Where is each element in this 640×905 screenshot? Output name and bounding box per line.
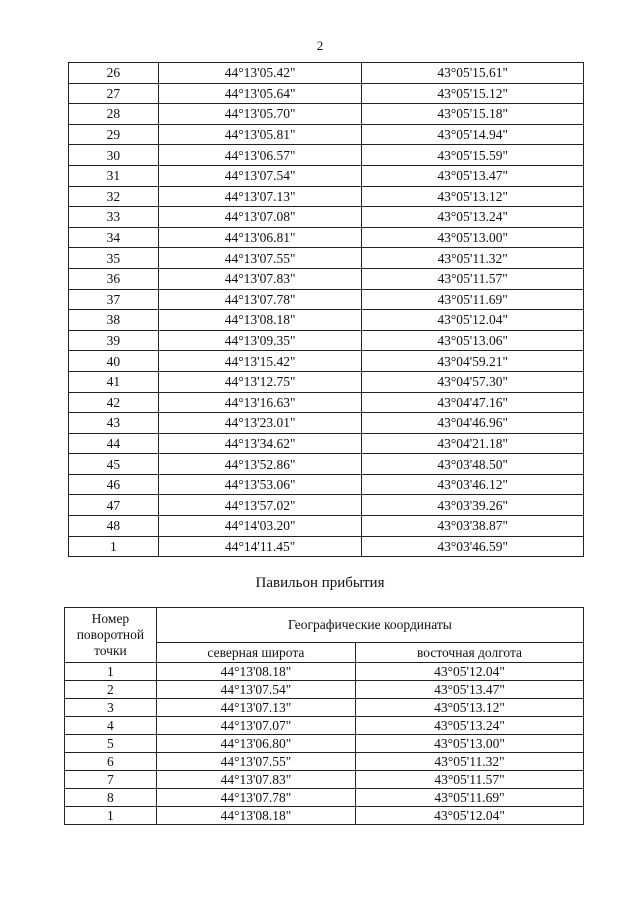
- point-number-cell: 7: [65, 771, 157, 789]
- latitude-cell: 44°13'08.18": [158, 310, 362, 331]
- table-row: [65, 807, 584, 825]
- longitude-cell: 43°05'11.32": [362, 248, 584, 269]
- table-row: [69, 124, 584, 145]
- point-number-cell: 37: [69, 289, 159, 310]
- point-number-cell: 43: [69, 413, 159, 434]
- header-east-longitude: восточная долгота: [356, 643, 584, 663]
- latitude-cell: 44°13'05.64": [158, 83, 362, 104]
- longitude-cell: 43°03'39.26": [362, 495, 584, 516]
- table-row: [69, 165, 584, 186]
- point-number-cell: 35: [69, 248, 159, 269]
- latitude-cell: 44°13'05.42": [158, 63, 362, 84]
- table-row: [69, 289, 584, 310]
- longitude-cell: 43°05'13.47": [356, 681, 584, 699]
- point-number-cell: 27: [69, 83, 159, 104]
- point-number-cell: 41: [69, 371, 159, 392]
- latitude-cell: 44°13'08.18": [156, 807, 355, 825]
- longitude-cell: 43°05'11.57": [362, 268, 584, 289]
- page-number: 2: [316, 38, 324, 53]
- header-point-number: Номер поворотной точки: [65, 608, 157, 663]
- longitude-cell: 43°05'13.00": [362, 227, 584, 248]
- longitude-cell: 43°05'12.04": [356, 663, 584, 681]
- table-row: [69, 454, 584, 475]
- longitude-cell: 43°03'48.50": [362, 454, 584, 475]
- table-row: [69, 413, 584, 434]
- table-row: [65, 753, 584, 771]
- latitude-cell: 44°13'06.80": [156, 735, 355, 753]
- table-row: [65, 735, 584, 753]
- point-number-cell: 44: [69, 433, 159, 454]
- latitude-cell: 44°13'15.42": [158, 351, 362, 372]
- longitude-cell: 43°05'13.06": [362, 330, 584, 351]
- table-row: [65, 771, 584, 789]
- latitude-cell: 44°14'03.20": [158, 516, 362, 537]
- table-row: [65, 789, 584, 807]
- latitude-cell: 44°13'07.08": [158, 207, 362, 228]
- table-row: [65, 681, 584, 699]
- table-row: [69, 104, 584, 125]
- table-row: [69, 268, 584, 289]
- point-number-cell: 8: [65, 789, 157, 807]
- longitude-cell: 43°05'13.12": [362, 186, 584, 207]
- latitude-cell: 44°13'12.75": [158, 371, 362, 392]
- arrival-table-header: [65, 608, 584, 663]
- longitude-cell: 43°04'59.21": [362, 351, 584, 372]
- longitude-cell: 43°04'46.96": [362, 413, 584, 434]
- latitude-cell: 44°13'06.81": [158, 227, 362, 248]
- latitude-cell: 44°13'07.54": [156, 681, 355, 699]
- point-number-cell: 1: [65, 663, 157, 681]
- latitude-cell: 44°13'06.57": [158, 145, 362, 166]
- longitude-cell: 43°05'13.12": [356, 699, 584, 717]
- table-row: [69, 83, 584, 104]
- table-row: [69, 433, 584, 454]
- table-row: [69, 63, 584, 84]
- point-number-cell: 40: [69, 351, 159, 372]
- table-row: [69, 227, 584, 248]
- table-row: [69, 145, 584, 166]
- table-row: [69, 207, 584, 228]
- table-row: [65, 699, 584, 717]
- longitude-cell: 43°05'13.00": [356, 735, 584, 753]
- coordinates-table-continued: [68, 62, 584, 557]
- longitude-cell: 43°03'38.87": [362, 516, 584, 537]
- longitude-cell: 43°05'15.61": [362, 63, 584, 84]
- table-row: [69, 495, 584, 516]
- point-number-cell: 4: [65, 717, 157, 735]
- latitude-cell: 44°13'07.55": [156, 753, 355, 771]
- point-number-cell: 39: [69, 330, 159, 351]
- longitude-cell: 43°05'15.18": [362, 104, 584, 125]
- point-number-cell: 36: [69, 268, 159, 289]
- point-number-cell: 1: [65, 807, 157, 825]
- latitude-cell: 44°13'07.83": [158, 268, 362, 289]
- point-number-cell: 38: [69, 310, 159, 331]
- longitude-cell: 43°05'11.69": [362, 289, 584, 310]
- point-number-cell: 34: [69, 227, 159, 248]
- latitude-cell: 44°13'07.13": [158, 186, 362, 207]
- latitude-cell: 44°13'52.86": [158, 454, 362, 475]
- longitude-cell: 43°05'11.32": [356, 753, 584, 771]
- coordinates-table-body: [69, 63, 584, 557]
- latitude-cell: 44°13'57.02": [158, 495, 362, 516]
- table-row: [69, 186, 584, 207]
- point-number-cell: 5: [65, 735, 157, 753]
- table-row: [65, 663, 584, 681]
- point-number-cell: 2: [65, 681, 157, 699]
- latitude-cell: 44°13'16.63": [158, 392, 362, 413]
- table-row: [69, 516, 584, 537]
- longitude-cell: 43°04'47.16": [362, 392, 584, 413]
- latitude-cell: 44°13'07.07": [156, 717, 355, 735]
- longitude-cell: 43°03'46.59": [362, 536, 584, 557]
- arrival-pavilion-table: [64, 607, 584, 825]
- longitude-cell: 43°05'13.47": [362, 165, 584, 186]
- table-row: [69, 248, 584, 269]
- longitude-cell: 43°05'11.69": [356, 789, 584, 807]
- table-row: [69, 536, 584, 557]
- point-number-cell: 32: [69, 186, 159, 207]
- latitude-cell: 44°13'08.18": [156, 663, 355, 681]
- table-row: [69, 474, 584, 495]
- latitude-cell: 44°13'07.78": [156, 789, 355, 807]
- point-number-cell: 26: [69, 63, 159, 84]
- longitude-cell: 43°05'15.59": [362, 145, 584, 166]
- point-number-cell: 30: [69, 145, 159, 166]
- longitude-cell: 43°04'57.30": [362, 371, 584, 392]
- longitude-cell: 43°05'13.24": [362, 207, 584, 228]
- latitude-cell: 44°13'53.06": [158, 474, 362, 495]
- latitude-cell: 44°13'07.54": [158, 165, 362, 186]
- arrival-table-body: [65, 663, 584, 825]
- longitude-cell: 43°05'12.04": [356, 807, 584, 825]
- latitude-cell: 44°13'07.83": [156, 771, 355, 789]
- latitude-cell: 44°13'07.55": [158, 248, 362, 269]
- table-row: [69, 310, 584, 331]
- longitude-cell: 43°05'14.94": [362, 124, 584, 145]
- header-row: [65, 608, 584, 643]
- section-title: Павильон прибытия: [255, 575, 385, 591]
- point-number-cell: 3: [65, 699, 157, 717]
- point-number-cell: 28: [69, 104, 159, 125]
- longitude-cell: 43°05'13.24": [356, 717, 584, 735]
- latitude-cell: 44°13'05.70": [158, 104, 362, 125]
- header-north-latitude: северная широта: [156, 643, 355, 663]
- longitude-cell: 43°03'46.12": [362, 474, 584, 495]
- point-number-cell: 46: [69, 474, 159, 495]
- latitude-cell: 44°13'07.78": [158, 289, 362, 310]
- longitude-cell: 43°04'21.18": [362, 433, 584, 454]
- table-row: [65, 717, 584, 735]
- table-row: [69, 351, 584, 372]
- latitude-cell: 44°13'34.62": [158, 433, 362, 454]
- point-number-cell: 33: [69, 207, 159, 228]
- point-number-cell: 47: [69, 495, 159, 516]
- latitude-cell: 44°13'07.13": [156, 699, 355, 717]
- point-number-cell: 1: [69, 536, 159, 557]
- longitude-cell: 43°05'15.12": [362, 83, 584, 104]
- table-row: [69, 330, 584, 351]
- point-number-cell: 45: [69, 454, 159, 475]
- point-number-cell: 29: [69, 124, 159, 145]
- latitude-cell: 44°13'23.01": [158, 413, 362, 434]
- longitude-cell: 43°05'11.57": [356, 771, 584, 789]
- latitude-cell: 44°13'09.35": [158, 330, 362, 351]
- header-geo-coordinates: Географические координаты: [156, 608, 583, 643]
- latitude-cell: 44°14'11.45": [158, 536, 362, 557]
- point-number-cell: 42: [69, 392, 159, 413]
- point-number-cell: 48: [69, 516, 159, 537]
- point-number-cell: 6: [65, 753, 157, 771]
- latitude-cell: 44°13'05.81": [158, 124, 362, 145]
- table-row: [69, 392, 584, 413]
- table-row: [69, 371, 584, 392]
- longitude-cell: 43°05'12.04": [362, 310, 584, 331]
- point-number-cell: 31: [69, 165, 159, 186]
